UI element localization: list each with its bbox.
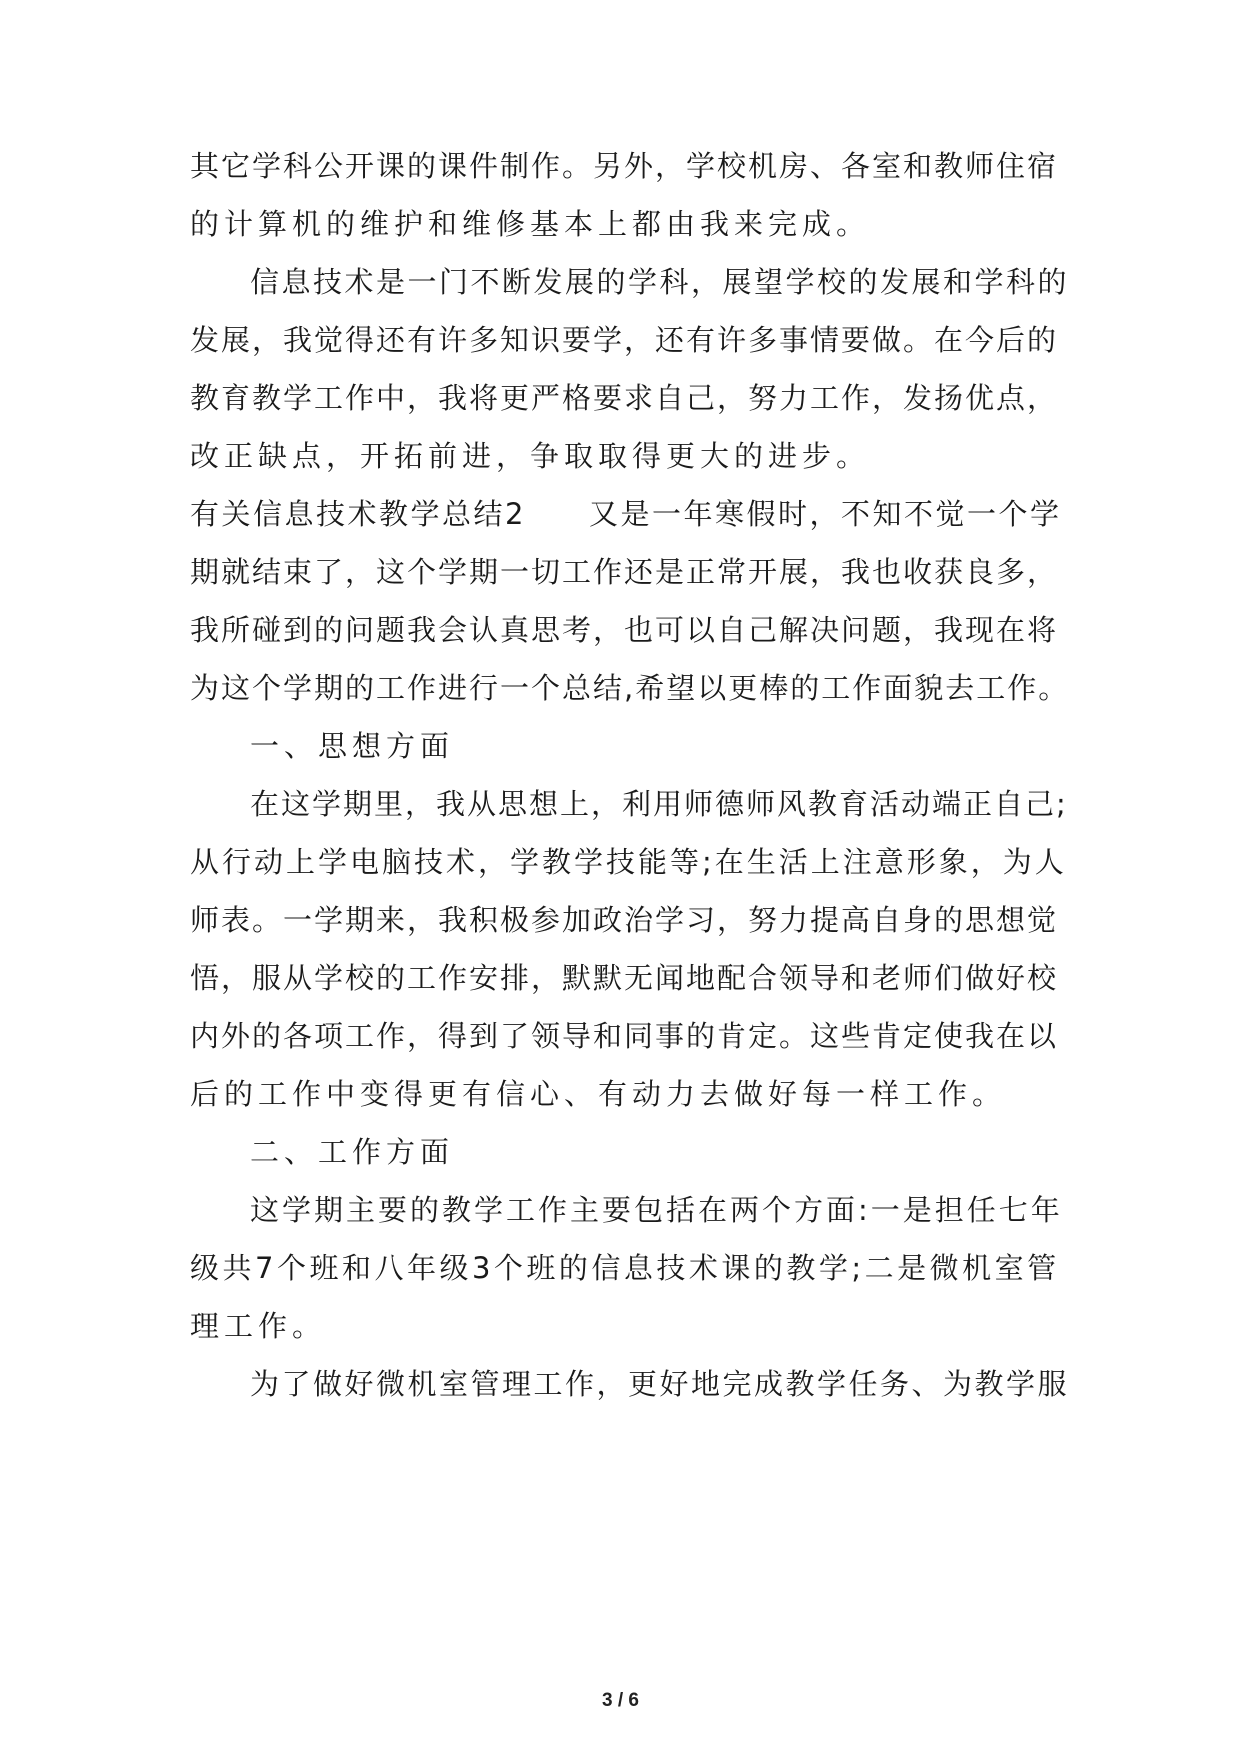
text-line: 的计算机的维护和维修基本上都由我来完成。: [190, 207, 871, 241]
text-line: 师表。一学期来，我积极参加政治学习，努力提高自身的思想觉: [190, 903, 1059, 937]
text-line: 我所碰到的问题我会认真思考，也可以自己解决问题，我现在将: [190, 613, 1059, 647]
text-line: 理工作。: [190, 1309, 327, 1343]
text-line: 为这个学期的工作进行一个总结,希望以更棒的工作面貌去工作。: [190, 671, 1070, 705]
section-title-line: 有关信息技术教学总结2 又是一年寒假时，不知不觉一个学: [190, 497, 1062, 531]
page-number: 3 / 6: [602, 1690, 639, 1711]
section-heading: 二、工作方面: [250, 1135, 455, 1169]
text-line: 在这学期里，我从思想上，利用师德师风教育活动端正自己;: [250, 787, 1068, 821]
section-heading: 一、思想方面: [250, 729, 455, 763]
text-line: 这学期主要的教学工作主要包括在两个方面:一是担任七年: [250, 1193, 1063, 1227]
text-line: 教育教学工作中，我将更严格要求自己，努力工作，发扬优点，: [190, 381, 1059, 415]
text-line: 其它学科公开课的课件制作。另外，学校机房、各室和教师住宿: [190, 149, 1059, 183]
text-line: 为了做好微机室管理工作，更好地完成教学任务、为教学服: [250, 1367, 1070, 1401]
text-line: 悟，服从学校的工作安排，默默无闻地配合领导和老师们做好校: [190, 961, 1059, 995]
text-line: 信息技术是一门不断发展的学科，展望学校的发展和学科的: [250, 265, 1070, 299]
text-line: 发展，我觉得还有许多知识要学，还有许多事情要做。在今后的: [190, 323, 1059, 357]
text-line: 内外的各项工作，得到了领导和同事的肯定。这些肯定使我在以: [190, 1019, 1059, 1053]
text-line: 级共7个班和八年级3个班的信息技术课的教学;二是微机室管: [190, 1251, 1060, 1285]
text-line: 改正缺点，开拓前进，争取取得更大的进步。: [190, 439, 871, 473]
text-line: 从行动上学电脑技术，学教学技能等;在生活上注意形象，为人: [190, 845, 1067, 879]
text-line: 后的工作中变得更有信心、有动力去做好每一样工作。: [190, 1077, 1007, 1111]
text-line: 期就结束了，这个学期一切工作还是正常开展，我也收获良多，: [190, 555, 1059, 589]
